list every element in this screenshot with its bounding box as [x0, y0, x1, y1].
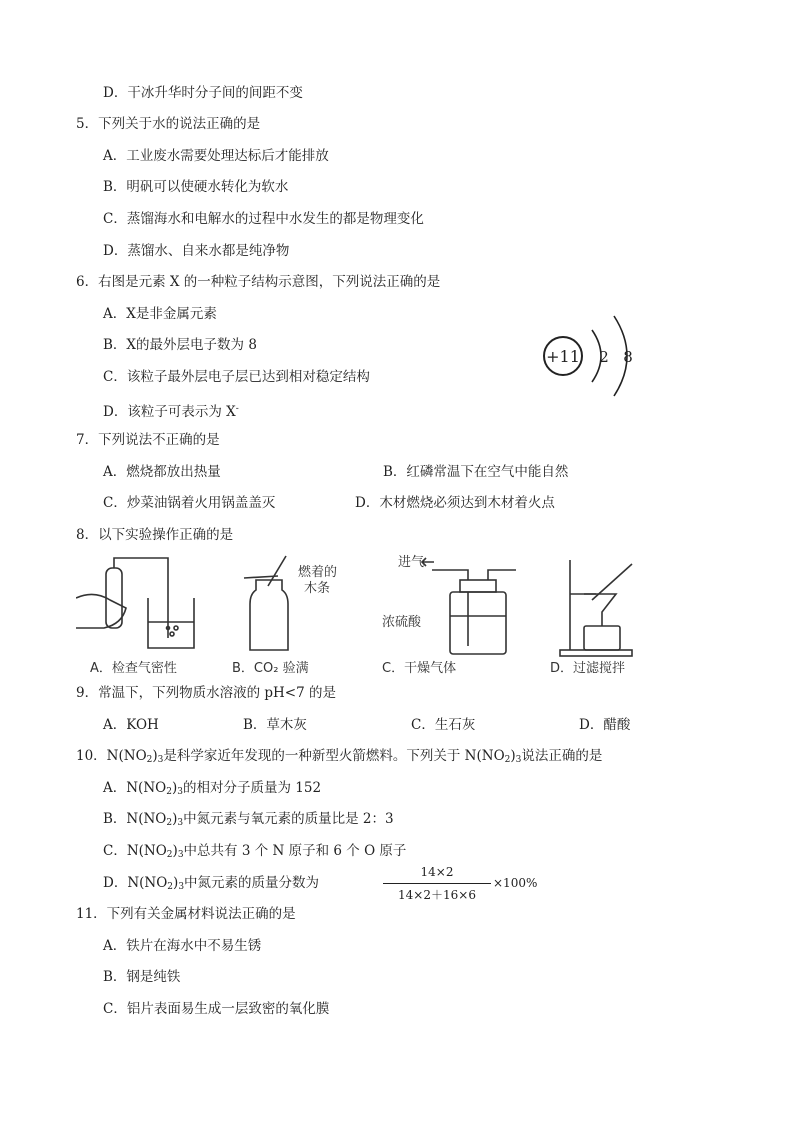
q6-option-b: B．X的最外层电子数为 8: [103, 337, 257, 353]
experiment-figures: [76, 550, 656, 678]
q8-stem: 8．以下实验操作正确的是: [76, 527, 234, 543]
figure-a-airtightness-check: [76, 558, 194, 648]
q10-option-c-text: 中总共有 3 个 N 原子和 6 个 O 原子: [183, 843, 407, 859]
q5-option-c: C．蒸馏海水和电解水的过程中水发生的都是物理变化: [103, 211, 424, 227]
q10-stem: [76, 747, 602, 769]
sub-3b: 3: [515, 755, 522, 765]
q10-stem-part2: ): [152, 748, 158, 764]
figure-b-caption: B．CO₂ 验满: [232, 661, 309, 676]
outlet-tube-icon: [488, 570, 516, 580]
q9-stem: 9．常温下，下列物质水溶液的 pH<7 的是: [76, 685, 336, 701]
stand-base-icon: [560, 650, 632, 656]
figure-c-gas-drying: [422, 558, 516, 654]
formula-denominator: 14×2＋16×6: [398, 888, 476, 902]
figure-b-label-line2: 木条: [304, 581, 331, 596]
figure-d-filtration: [560, 560, 632, 656]
q10-option-d: D．$N(NO_2)_3$中氮元素的质量分数为: [103, 875, 320, 892]
atom-structure-diagram: [530, 308, 650, 400]
q7-option-b: B．红磷常温下在空气中能自然: [383, 464, 569, 480]
q9-option-b: B．草木灰: [243, 717, 307, 733]
q6-option-d: [103, 400, 239, 421]
figure-c-caption: C．干燥气体: [382, 661, 457, 676]
q10-stem-part4: 说法正确的是: [521, 748, 603, 764]
q9-option-a: A．KOH: [103, 717, 159, 733]
formula-percent: ×100%: [493, 876, 538, 890]
shell-1-electrons: 2: [599, 348, 609, 366]
gas-bottle-icon: [250, 580, 288, 650]
hand-icon: [76, 594, 126, 628]
q4-option-d: D．干冰升华时分子间的间距不变: [103, 85, 303, 101]
funnel-icon: [584, 594, 616, 626]
sub-2b: 2: [504, 755, 511, 765]
q5-option-d: D．蒸馏水、自来水都是纯净物: [103, 243, 290, 259]
bubble-2: [174, 626, 178, 630]
figure-a-caption: A．检查气密性: [90, 661, 177, 676]
sub-3: 3: [157, 755, 164, 765]
q11-stem: 11．下列有关金属材料说法正确的是: [76, 906, 296, 922]
figure-c-inlet-label: 进气: [398, 555, 425, 570]
q10-option-a-text: 的相对分子质量为 152: [182, 780, 322, 796]
q7-option-d: D．木材燃烧必须达到木材着火点: [355, 495, 555, 511]
q9-option-d: D．醋酸: [579, 717, 631, 733]
wash-bottle-icon: [450, 592, 506, 654]
q10-option-c: C．$N(NO_2)_3$中总共有 3 个 N 原子和 6 个 O 原子: [103, 843, 407, 860]
q10-stem-part3: 是科学家近年发现的一种新型火箭燃料。下列关于 N(NO: [163, 748, 505, 764]
q9-option-c: C．生石灰: [411, 717, 476, 733]
nucleus-charge: +11: [546, 347, 580, 366]
mass-fraction-formula: [383, 865, 538, 905]
q11-option-b: B．钢是纯铁: [103, 969, 181, 985]
q5-stem: 5．下列关于水的说法正确的是: [76, 116, 261, 132]
shell-2-electrons: 8: [623, 348, 633, 366]
figure-b-label-line1: 燃着的: [298, 565, 338, 580]
q11-option-a: A．铁片在海水中不易生锈: [103, 938, 262, 954]
bubble-1: [170, 632, 174, 636]
q7-stem: 7．下列说法不正确的是: [76, 432, 220, 448]
q5-option-b: B．明矾可以使硬水转化为软水: [103, 179, 289, 195]
q6-stem: 6．右图是元素 X 的一种粒子结构示意图，下列说法正确的是: [76, 274, 441, 290]
q5-option-a: A．工业废水需要处理达标后才能排放: [103, 148, 329, 164]
q10-option-a: A．$N(NO_2)_3$的相对分子质量为 152: [103, 780, 322, 797]
q10-option-b-text: 中氮元素与氧元素的质量比是 2：3: [183, 811, 394, 827]
q6-option-c: C．该粒子最外层电子层已达到相对稳定结构: [103, 369, 370, 385]
burning-stick-icon: [268, 556, 286, 586]
sub-2: 2: [146, 755, 153, 765]
q6-option-a: A．X是非金属元素: [103, 306, 217, 322]
fraction-bar: [383, 883, 491, 884]
q10-stem-close: ): [510, 748, 516, 764]
figure-d-caption: D．过滤搅拌: [550, 661, 626, 676]
stopper-icon: [460, 580, 496, 592]
inlet-tube-icon: [432, 570, 468, 580]
q7-option-c: C．炒菜油锅着火用锅盖盖灭: [103, 495, 276, 511]
q10-option-b: B．$N(NO_2)_3$中氮元素与氧元素的质量比是 2：3: [103, 811, 394, 828]
q10-stem-part1: 10．N(NO: [76, 748, 147, 764]
q10-option-d-text: 中氮元素的质量分数为: [184, 875, 320, 891]
q6-option-d-text: D．该粒子可表示为 X: [103, 404, 236, 420]
q11-option-c: C．铝片表面易生成一层致密的氧化膜: [103, 1001, 330, 1017]
beaker-icon: [148, 598, 194, 648]
beaker-icon: [584, 626, 620, 650]
formula-numerator: 14×2: [420, 865, 454, 879]
q6-option-d-charge: -: [235, 404, 239, 414]
q7-option-a: A．燃烧都放出热量: [103, 464, 221, 480]
figure-b-co2-full-check: [244, 556, 288, 650]
figure-c-acid-label: 浓硫酸: [382, 615, 422, 630]
